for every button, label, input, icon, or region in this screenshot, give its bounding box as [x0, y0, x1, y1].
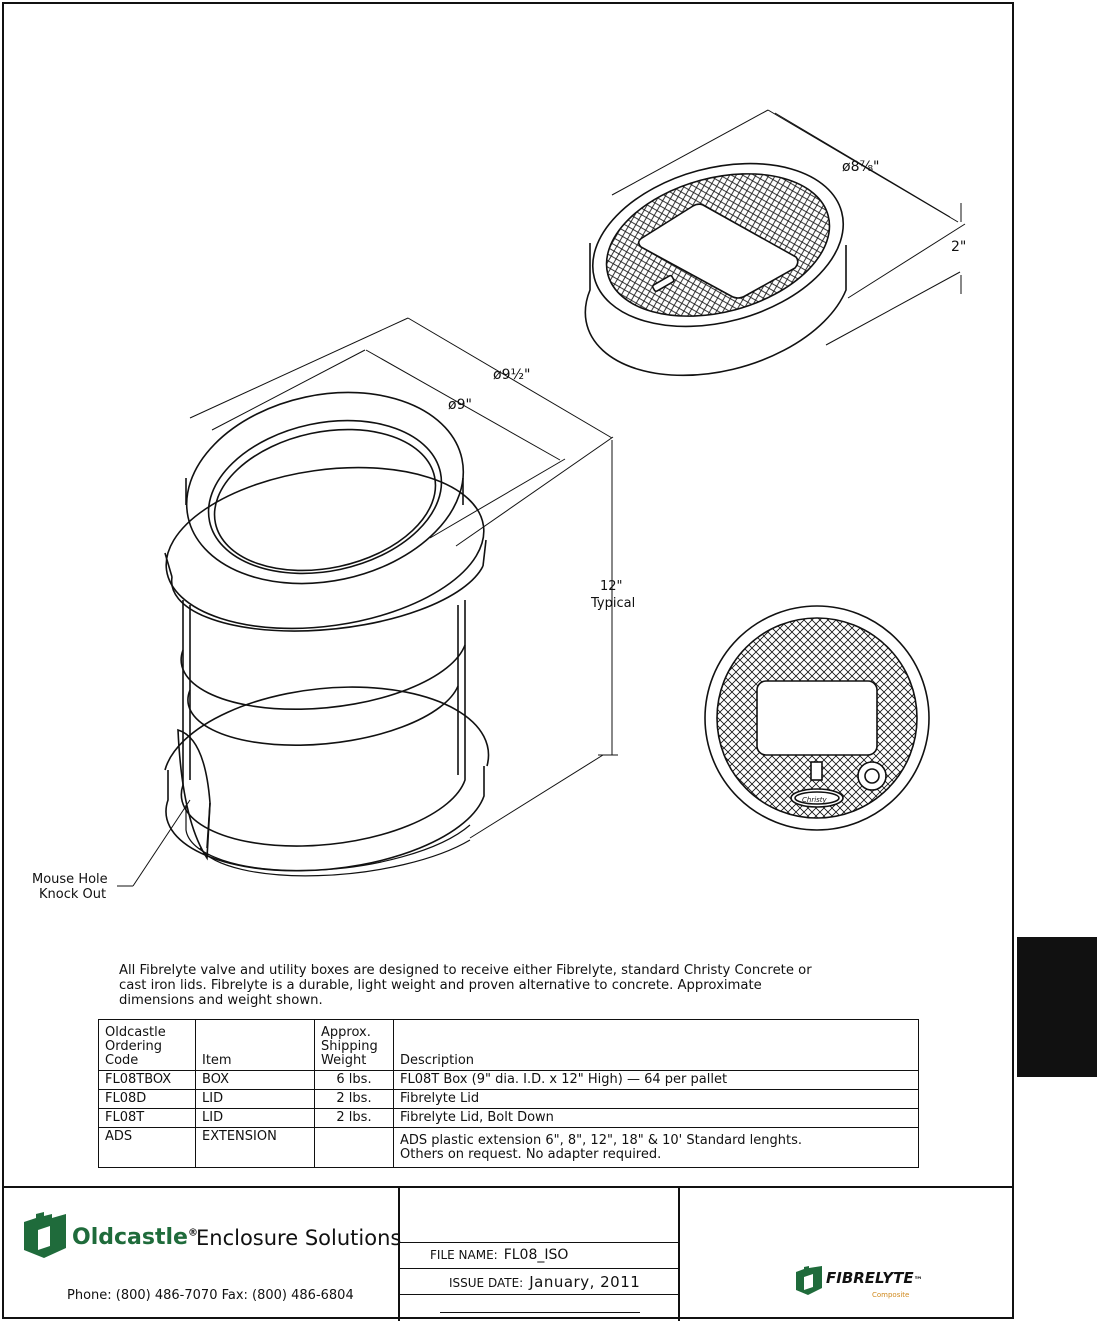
box-height-note: Typical — [591, 596, 636, 611]
cell-code: FL08D — [99, 1090, 196, 1109]
box-height-label: 12" — [600, 579, 623, 594]
cell-item: LID — [196, 1109, 315, 1128]
header-code: Oldcastle Ordering Code — [99, 1020, 196, 1071]
cell-weight: 2 lbs. — [315, 1109, 394, 1128]
cell-description: ADS plastic extension 6", 8", 12", 18" & 10' Standard lenghts. Others on request. No adapter required. — [394, 1128, 919, 1168]
lid-iso-view — [574, 110, 965, 375]
mouse-hole-callout-line1: Mouse Hole — [32, 872, 108, 887]
contact-phone: Phone: (800) 486-7070 Fax: (800) 486-6804 — [67, 1288, 354, 1303]
table-row — [99, 1128, 919, 1168]
table-row — [99, 1071, 919, 1090]
table-header-row — [99, 1020, 919, 1071]
lid-diameter-label: ø8⅞" — [842, 159, 880, 175]
inner-diameter-label: ø9" — [448, 397, 472, 413]
note-line-3: dimensions and weight shown. — [119, 993, 323, 1009]
cell-item: EXTENSION — [196, 1128, 315, 1168]
oldcastle-logo-icon — [22, 1212, 68, 1260]
table-row — [99, 1109, 919, 1128]
table-row — [99, 1090, 919, 1109]
product-note — [119, 963, 889, 1009]
issue-date: ISSUE DATE: January, 2011 — [449, 1273, 641, 1291]
note-line-1: All Fibrelyte valve and utility boxes are designed to receive either Fibrelyte, standard Christy Concrete or — [119, 963, 812, 978]
fibrelyte-logo-icon — [795, 1266, 823, 1296]
outer-diameter-label: ø9½" — [493, 367, 531, 383]
company-suffix: Enclosure Solutions — [196, 1226, 402, 1250]
fibrelyte-subtitle: Composite — [872, 1291, 910, 1299]
header-weight: Approx. Shipping Weight — [315, 1020, 394, 1071]
file-name: FILE NAME: FL08_ISO — [430, 1247, 569, 1263]
cell-description: FL08T Box (9" dia. I.D. x 12" High) — 64 per pallet — [394, 1071, 919, 1090]
cell-item: LID — [196, 1090, 315, 1109]
christy-lid-logo: Christy — [802, 796, 827, 804]
cell-code: FL08TBOX — [99, 1071, 196, 1090]
cell-description: Fibrelyte Lid, Bolt Down — [394, 1109, 919, 1128]
cell-description: Fibrelyte Lid — [394, 1090, 919, 1109]
fibrelyte-brand: FIBRELYTE™ — [826, 1269, 923, 1287]
cell-weight: 2 lbs. — [315, 1090, 394, 1109]
note-line-2: cast iron lids. Fibrelyte is a durable, light weight and proven alternative to concrete. Approximate — [119, 978, 762, 994]
file-name-value: FL08_ISO — [503, 1247, 569, 1263]
cell-weight — [315, 1128, 394, 1168]
header-item: Item — [196, 1020, 315, 1071]
issue-date-value: January, 2011 — [529, 1273, 641, 1291]
cell-weight: 6 lbs. — [315, 1071, 394, 1090]
lid-height-label: 2" — [951, 239, 967, 255]
box-iso-view — [117, 318, 618, 886]
header-description: Description — [394, 1020, 919, 1071]
company-name: Oldcastle® — [72, 1225, 198, 1250]
cell-code: FL08T — [99, 1109, 196, 1128]
cell-code: ADS — [99, 1128, 196, 1168]
spec-table — [98, 1019, 919, 1168]
mouse-hole-callout-line2: Knock Out — [39, 887, 107, 902]
cell-item: BOX — [196, 1071, 315, 1090]
